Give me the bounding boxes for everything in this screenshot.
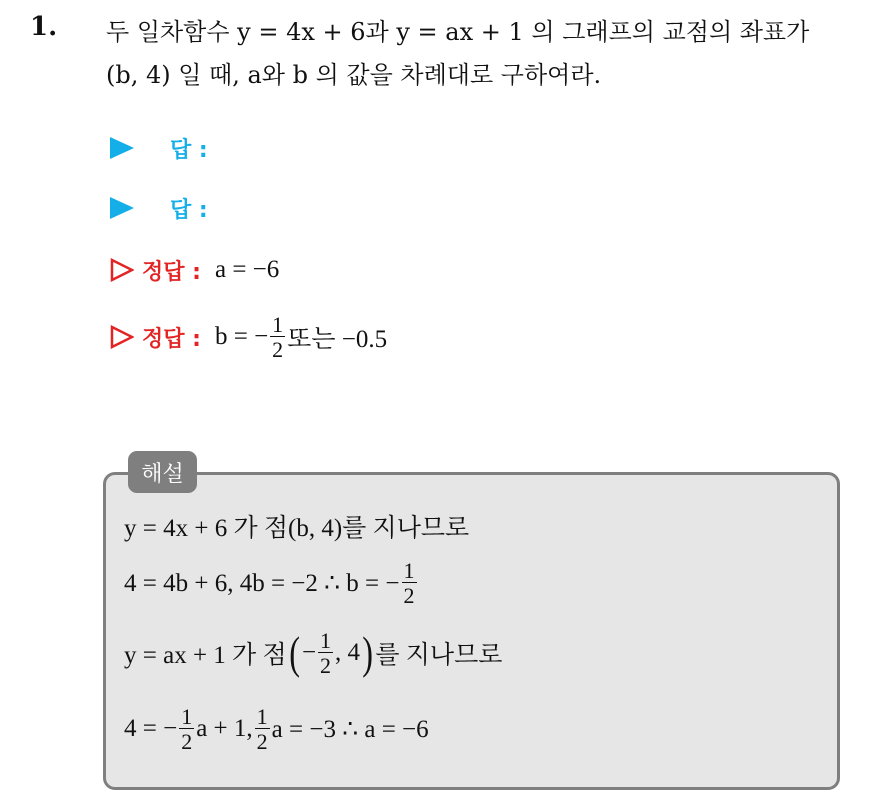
fraction: [270, 311, 285, 362]
correct-answer-row-2: [110, 312, 387, 362]
open-paren: (: [288, 627, 300, 678]
correct-answer-value: [214, 311, 388, 362]
question-line-1: 두 일차함수 y = 4x + 6과 y = ax + 1 의 그래프의 교점의 좌표가: [106, 18, 810, 46]
fraction-denominator: 2: [320, 652, 332, 678]
correct-answer-label: 정답 :: [142, 326, 201, 352]
outline-triangle-icon: [110, 258, 134, 282]
fraction: [318, 627, 333, 678]
fraction-numerator: 1: [403, 557, 415, 583]
line-text: 4 = 4b + 6, 4b = −2 ∴ b = −: [124, 570, 400, 597]
fraction-numerator: 1: [320, 627, 332, 653]
correct-answer-label: 정답 :: [142, 259, 201, 285]
line-text: a + 1,: [196, 715, 253, 742]
line-text: a = −3 ∴ a = −6: [271, 716, 429, 743]
answer-label: 답 :: [170, 137, 208, 163]
correct-answer-row-1: [110, 250, 279, 290]
value-prefix: b = −: [214, 323, 269, 350]
fraction: [255, 703, 270, 754]
close-paren: ): [362, 627, 374, 678]
line-text: 를 지나므로: [375, 642, 503, 669]
play-icon: [110, 137, 134, 159]
correct-answer-value: a = −6: [214, 256, 280, 283]
value-suffix: 또는 −0.5: [287, 326, 388, 353]
fraction-denominator: 2: [256, 728, 268, 754]
answer-row-2: [110, 188, 208, 228]
answer-row-1: [110, 128, 208, 168]
solution-line-4: [124, 700, 429, 758]
question-number: 1.: [30, 12, 58, 42]
line-text: 4 = −: [124, 715, 178, 742]
fraction-numerator: 1: [181, 703, 193, 729]
solution-tag: 해설: [128, 451, 197, 493]
question-line-2: (b, 4) 일 때, a와 b 의 값을 차례대로 구하여라.: [106, 61, 602, 89]
solution-line-2: [124, 556, 419, 610]
solution-line-3: [124, 624, 502, 682]
fraction: [179, 703, 194, 754]
fraction-denominator: 2: [272, 336, 284, 362]
answer-label: 답 :: [170, 197, 208, 223]
outline-triangle-icon: [110, 325, 134, 349]
fraction-numerator: 1: [272, 311, 284, 337]
fraction-denominator: 2: [403, 582, 415, 608]
play-icon: [110, 197, 134, 219]
fraction: [402, 557, 417, 608]
fraction-numerator: 1: [256, 703, 268, 729]
paren-text: , 4: [335, 639, 361, 666]
paren-text: −: [301, 639, 317, 666]
line-text: y = ax + 1 가 점: [124, 642, 287, 669]
fraction-denominator: 2: [181, 728, 193, 754]
solution-line-1: y = 4x + 6 가 점(b, 4)를 지나므로: [124, 515, 470, 542]
